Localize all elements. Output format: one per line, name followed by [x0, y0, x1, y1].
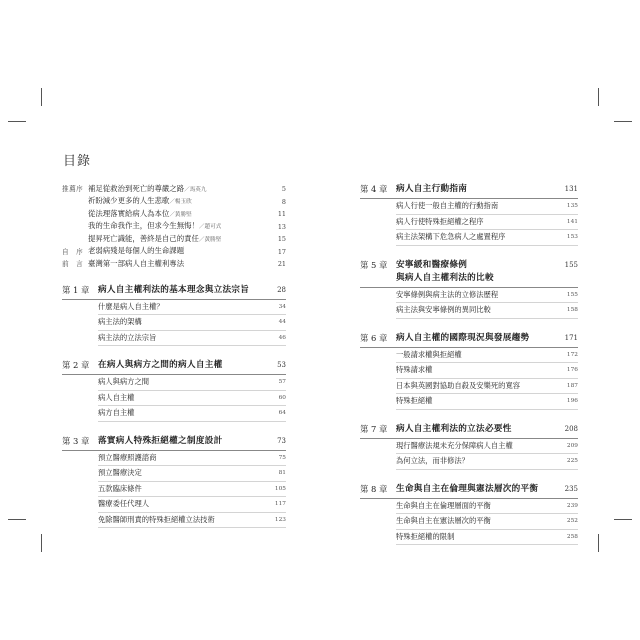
entry-author: ／趙可式 [198, 224, 222, 230]
page-number: 75 [278, 454, 286, 461]
chapter-heading[interactable] [360, 483, 578, 499]
toc-chapter [360, 483, 578, 546]
toc-chapter [360, 423, 578, 470]
section-title: 預立醫療照護諮商 [98, 452, 157, 462]
page-number: 239 [566, 502, 578, 509]
page-number: 105 [274, 485, 286, 492]
chapter-title [396, 183, 548, 196]
entry-text: 我的生命我作主，但求今生無悔！ [88, 221, 199, 230]
chapter-number: 第 8 章 [360, 483, 388, 494]
section-title: 五款臨床條件 [98, 483, 142, 493]
toc-chapter [62, 435, 286, 529]
section-entry[interactable] [396, 454, 578, 470]
chapter-title-line: 病人自主權利法的基本理念與立法宗旨 [98, 284, 250, 295]
toc-front-entry[interactable] [62, 258, 286, 271]
section-entry[interactable] [396, 514, 578, 530]
left-chapter-list [62, 284, 286, 529]
section-entry[interactable] [98, 375, 286, 391]
section-entry[interactable] [396, 215, 578, 231]
section-title: 現行醫療法規未充分保障病人自主權 [396, 440, 513, 450]
entry-tag: 推薦序 [62, 185, 84, 193]
crop-mark [614, 519, 632, 520]
crop-mark [598, 88, 599, 106]
toc-front-entry[interactable] [62, 196, 286, 209]
entry-title [88, 183, 256, 197]
section-title: 特殊拒絕權 [396, 396, 433, 406]
section-title: 為何立法，而非修法？ [396, 456, 469, 466]
entry-title [88, 195, 256, 209]
section-entry[interactable] [396, 363, 578, 379]
page-number: 5 [281, 185, 286, 193]
page-number: 11 [277, 210, 286, 218]
section-title: 特殊請求權 [396, 365, 433, 375]
page-number: 158 [566, 307, 578, 314]
chapter-number: 第 3 章 [62, 435, 90, 446]
page-number: 81 [278, 470, 286, 477]
entry-title [88, 220, 256, 234]
chapter-number: 第 5 章 [360, 259, 388, 270]
section-title: 免除醫師刑責的特殊拒絕權立法技術 [98, 514, 215, 524]
page-number: 252 [566, 518, 578, 525]
chapter-title [396, 259, 548, 285]
section-entry[interactable] [396, 439, 578, 455]
section-title: 日本與英國對協助自殺及安樂死的寬容 [396, 380, 521, 390]
entry-text: 老弱病殘是每個人的生命課題 [88, 246, 185, 255]
section-title: 特殊拒絕權的限制 [396, 531, 455, 541]
chapter-title [396, 423, 548, 436]
page-number: 209 [566, 442, 578, 449]
page-number: 155 [566, 291, 578, 298]
page-number: 28 [277, 285, 286, 294]
page-number: 141 [566, 218, 578, 225]
chapter-number: 第 7 章 [360, 423, 388, 434]
page-number: 176 [566, 367, 578, 374]
section-entry[interactable] [396, 394, 578, 410]
left-column [62, 183, 286, 528]
section-title: 什麼是病人自主權？ [98, 301, 164, 311]
chapter-number: 第 4 章 [360, 184, 388, 194]
section-title: 病人與病方之間 [98, 377, 150, 387]
toc-front-entry[interactable] [62, 208, 286, 221]
crop-mark [41, 88, 42, 106]
section-title: 病主法與安寧條例的異同比較 [396, 305, 491, 315]
toc-front-entry[interactable] [62, 183, 286, 196]
entry-tag: 前 言 [62, 260, 84, 268]
page-number: 17 [277, 247, 286, 256]
chapter-title-line: 生命與自主在倫理與憲法層次的平衡 [396, 483, 539, 494]
entry-title [88, 208, 256, 222]
page-number: 57 [278, 379, 286, 386]
chapter-title-line: 在病人與病方之間的病人自主權 [98, 360, 223, 370]
page-title: 目錄 [63, 154, 92, 169]
section-title: 生命與自主在倫理層面的平衡 [396, 500, 491, 510]
toc-chapter [62, 359, 286, 422]
chapter-heading[interactable] [62, 284, 286, 300]
chapter-title [98, 359, 256, 372]
section-title: 病人行使特殊拒絕權之程序 [396, 216, 484, 226]
page-number: 171 [564, 333, 578, 342]
chapter-number: 第 2 章 [62, 360, 90, 370]
chapter-title [98, 284, 256, 297]
section-title: 病主法的立法宗旨 [98, 332, 157, 342]
entry-title [88, 245, 256, 259]
section-entry[interactable] [98, 482, 286, 498]
section-entry[interactable] [98, 300, 286, 316]
entry-text: 祈盼減少更多的人生悲歌 [88, 196, 170, 205]
chapter-title-line: 安寧緩和醫療條例 [396, 259, 468, 270]
crop-mark [598, 534, 599, 552]
section-entry[interactable] [98, 451, 286, 467]
chapter-number: 第 1 章 [62, 284, 90, 295]
entry-author: ／馬英九 [184, 186, 207, 193]
chapter-heading[interactable] [360, 183, 578, 199]
section-title: 醫療委任代理人 [98, 499, 150, 509]
page-number: 155 [564, 260, 578, 269]
page-number: 13 [277, 222, 286, 231]
section-entry[interactable] [396, 199, 578, 215]
toc-chapter [62, 284, 286, 347]
section-entry[interactable] [396, 530, 578, 546]
entry-tag: 自 序 [62, 247, 84, 256]
page-number: 172 [566, 351, 578, 358]
section-entry[interactable] [396, 288, 578, 304]
toc-front-entry[interactable] [62, 246, 286, 259]
chapter-heading[interactable] [62, 359, 286, 375]
page-number: 46 [278, 334, 286, 341]
section-title: 病人行使一般自主權的行動指南 [396, 201, 499, 211]
entry-author: ／楊玉欣 [169, 199, 192, 205]
page-number: 135 [566, 203, 578, 210]
right-chapter-list [360, 183, 578, 545]
chapter-heading[interactable] [360, 259, 578, 288]
page-number: 131 [564, 185, 578, 193]
page-number: 123 [274, 516, 286, 523]
chapter-heading[interactable] [62, 435, 286, 451]
front-matter-list [62, 183, 286, 271]
section-title: 生命與自主在憲法層次的平衡 [396, 516, 491, 526]
page-number: 258 [566, 533, 578, 540]
section-entry[interactable] [98, 391, 286, 407]
page-number: 53 [277, 361, 286, 369]
chapter-title-line: 與病人自主權利法的比較 [396, 272, 494, 283]
page-number: 73 [277, 436, 286, 445]
section-entry[interactable] [98, 513, 286, 529]
section-entry[interactable] [396, 499, 578, 515]
section-entry[interactable] [396, 303, 578, 319]
chapter-number: 第 6 章 [360, 332, 388, 343]
section-entry[interactable] [396, 230, 578, 246]
section-title: 病人自主權 [98, 392, 135, 402]
entry-title [88, 233, 256, 247]
toc-chapter [360, 332, 578, 410]
section-title: 病主法架構下危急病人之處置程序 [396, 232, 506, 242]
chapter-title-line: 病人自主行動指南 [396, 184, 468, 194]
crop-mark [41, 534, 42, 552]
page-number: 196 [566, 398, 578, 405]
page-number: 208 [564, 424, 578, 433]
chapter-title-line: 病人自主權利法的立法必要性 [396, 423, 512, 434]
section-entry[interactable] [98, 331, 286, 347]
section-entry[interactable] [396, 348, 578, 364]
chapter-title-line: 落實病人特殊拒絕權之制度設計 [98, 435, 223, 446]
entry-text: 提昇死亡識能，善終是自己的責任 [88, 233, 199, 243]
chapter-title [396, 332, 548, 345]
page-number: 235 [564, 484, 578, 493]
section-entry[interactable] [98, 406, 286, 422]
section-entry[interactable] [396, 379, 578, 395]
page-number: 15 [277, 235, 286, 243]
chapter-heading[interactable] [360, 423, 578, 439]
section-title: 病方自主權 [98, 408, 135, 418]
chapter-title [396, 483, 548, 496]
chapter-title-line: 病人自主權的國際現況與發展趨勢 [396, 332, 530, 343]
crop-mark [8, 519, 26, 520]
page-number: 21 [277, 260, 286, 268]
section-entry[interactable] [98, 315, 286, 331]
page-number: 34 [278, 303, 286, 310]
section-title: 預立醫療決定 [98, 468, 142, 478]
entry-author: ／黃勝堅 [198, 236, 222, 243]
section-title: 病主法的架構 [98, 317, 142, 327]
entry-text: 從法理落實給病人為本位 [88, 208, 170, 218]
section-title: 安寧條例與病主法的立修法歷程 [396, 289, 499, 299]
entry-title [88, 258, 256, 272]
section-entry[interactable] [98, 497, 286, 513]
toc-front-entry[interactable] [62, 233, 286, 246]
toc-front-entry[interactable] [62, 221, 286, 234]
page-number: 153 [566, 234, 578, 241]
page-number: 187 [566, 382, 578, 389]
page-number: 225 [566, 458, 578, 465]
page-number: 8 [281, 197, 286, 206]
chapter-heading[interactable] [360, 332, 578, 348]
page-number: 60 [278, 394, 286, 401]
right-column [360, 183, 578, 545]
page-number: 44 [278, 319, 286, 326]
page-number: 64 [278, 410, 286, 417]
page-number: 117 [274, 501, 286, 508]
toc-chapter [360, 259, 578, 319]
section-title: 一般請求權與拒絕權 [396, 349, 462, 359]
chapter-title [98, 435, 256, 448]
crop-mark [8, 121, 26, 122]
entry-author: ／黃勝堅 [169, 211, 192, 218]
entry-text: 補足從救治到死亡的尊嚴之路 [88, 183, 185, 193]
entry-text: 臺灣第一部病人自主權利專法 [88, 258, 185, 268]
toc-chapter [360, 183, 578, 246]
section-entry[interactable] [98, 466, 286, 482]
crop-mark [614, 121, 632, 122]
